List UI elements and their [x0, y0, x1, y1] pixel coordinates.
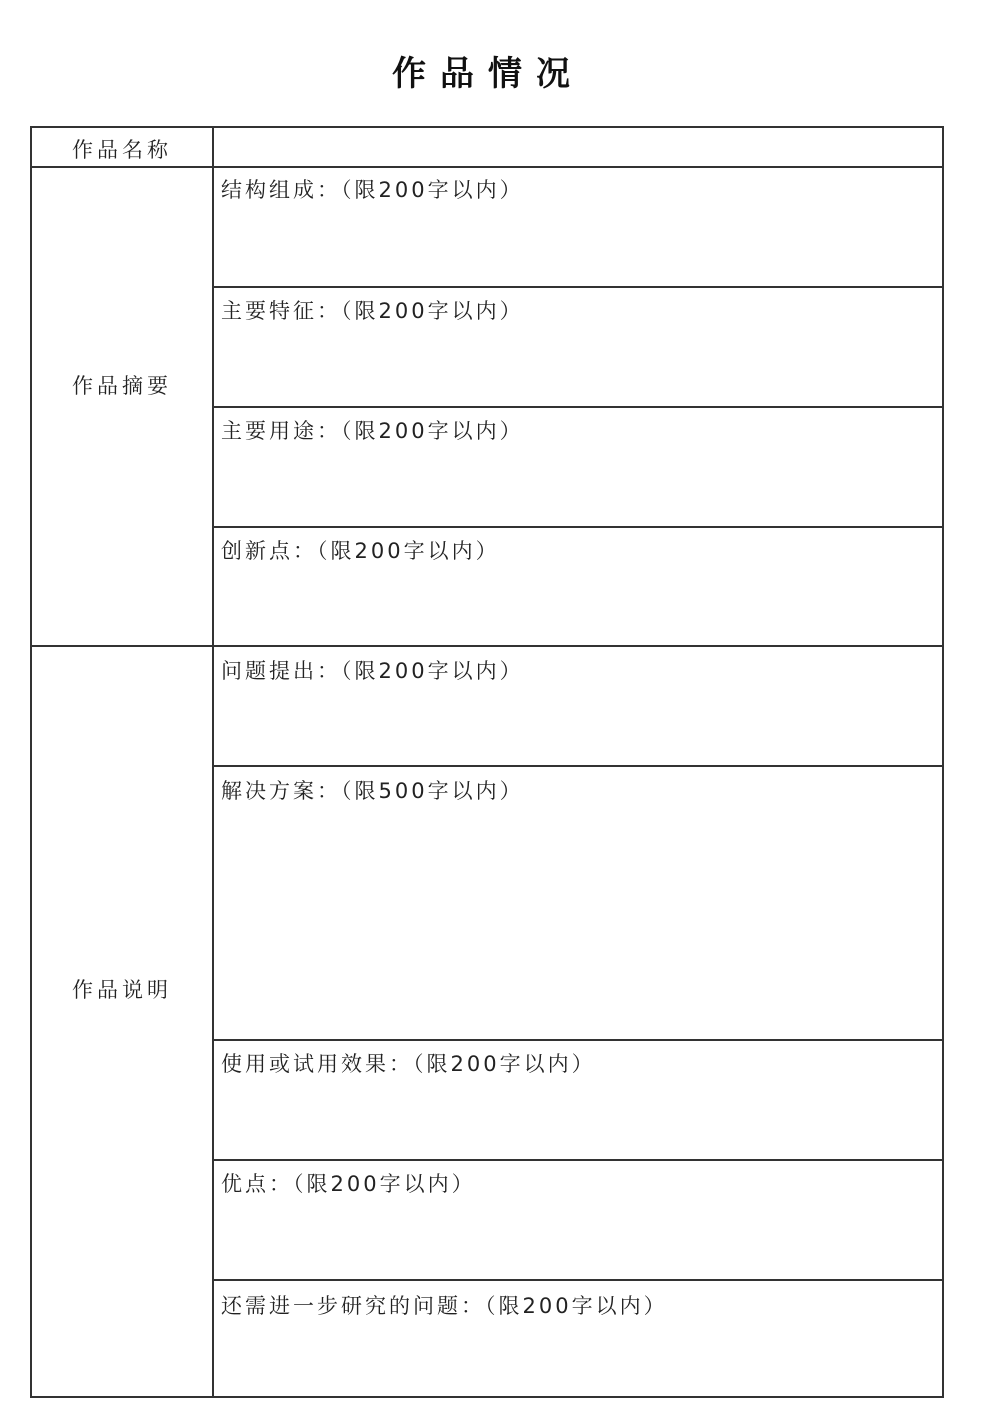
problem-label: 问题提出：（限200字以内）	[221, 659, 524, 683]
solution-label: 解决方案：（限500字以内）	[221, 779, 524, 803]
work-name-label: 作品名称	[72, 138, 172, 162]
further-research-label: 还需进一步研究的问题：（限200字以内）	[221, 1294, 668, 1318]
work-info-table	[30, 126, 944, 1398]
usage-effect-label: 使用或试用效果：（限200字以内）	[221, 1052, 596, 1076]
work-name-field[interactable]	[214, 128, 942, 166]
main-features-label: 主要特征：（限200字以内）	[221, 299, 524, 323]
main-uses-label: 主要用途：（限200字以内）	[221, 419, 524, 443]
work-description-label: 作品说明	[72, 978, 172, 1002]
solution-field[interactable]	[214, 767, 942, 1039]
innovation-label: 创新点：（限200字以内）	[221, 539, 500, 563]
advantages-label: 优点：（限200字以内）	[221, 1172, 476, 1196]
structure-label: 结构组成：（限200字以内）	[221, 178, 524, 202]
work-summary-label: 作品摘要	[72, 374, 172, 398]
page-title: 作品情况	[392, 54, 584, 94]
